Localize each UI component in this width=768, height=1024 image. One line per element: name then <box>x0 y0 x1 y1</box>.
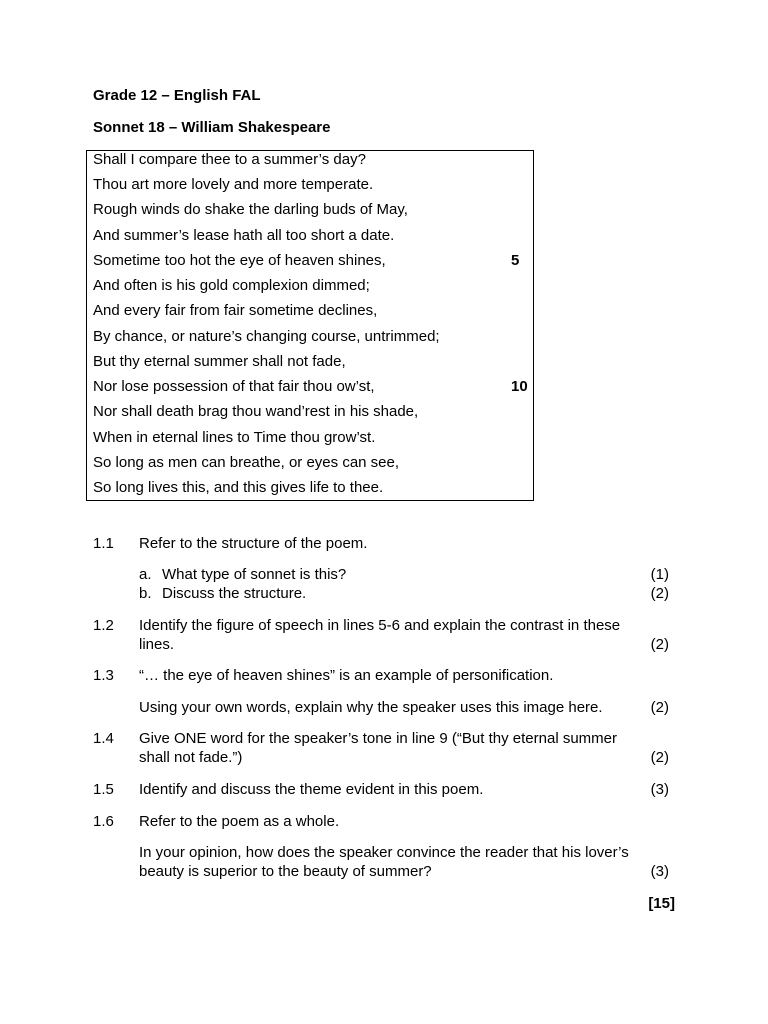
poem-line-14: So long lives this, and this gives life to thee. <box>93 479 384 496</box>
question-number: 1.4 <box>93 730 114 747</box>
question-number: 1.3 <box>93 667 114 684</box>
poem-line-7: And every fair from fair sometime declines, <box>93 302 378 319</box>
question-text: Identify and discuss the theme evident in this poem. <box>139 781 484 798</box>
poem-line-12: When in eternal lines to Time thou grow’st. <box>93 429 376 446</box>
poem-line-2: Thou art more lovely and more temperate. <box>93 176 374 193</box>
poem-line-3: Rough winds do shake the darling buds of May, <box>93 201 408 218</box>
line-number-5: 5 <box>511 252 520 269</box>
question-text: lines. <box>139 636 175 653</box>
poem-box <box>86 150 534 501</box>
question-mark: (2) <box>650 699 669 716</box>
subquestion-text: Discuss the structure. <box>162 585 307 602</box>
question-text: Refer to the structure of the poem. <box>139 535 368 552</box>
question-text: Refer to the poem as a whole. <box>139 813 340 830</box>
question-mark: (2) <box>650 749 669 766</box>
poem-line-11: Nor shall death brag thou wand’rest in his shade, <box>93 403 419 420</box>
question-number: 1.6 <box>93 813 114 830</box>
poem-line-5: Sometime too hot the eye of heaven shines, <box>93 252 386 269</box>
question-mark: (1) <box>650 566 669 583</box>
question-text: Give ONE word for the speaker’s tone in line 9 (“But thy eternal summer <box>139 730 617 747</box>
question-text: “… the eye of heaven shines” is an example of personification. <box>139 667 554 684</box>
question-mark: (2) <box>650 585 669 602</box>
question-text: In your opinion, how does the speaker convince the reader that his lover’s <box>139 844 629 861</box>
line-number-10: 10 <box>511 378 528 395</box>
question-number: 1.5 <box>93 781 114 798</box>
question-mark: (2) <box>650 636 669 653</box>
subquestion-letter: b. <box>139 585 152 602</box>
poem-line-4: And summer’s lease hath all too short a date. <box>93 227 395 244</box>
poem-line-13: So long as men can breathe, or eyes can see, <box>93 454 400 471</box>
question-number: 1.2 <box>93 617 114 634</box>
question-number: 1.1 <box>93 535 114 552</box>
poem-line-1: Shall I compare thee to a summer’s day? <box>93 151 366 168</box>
question-mark: (3) <box>650 863 669 880</box>
subquestion-text: What type of sonnet is this? <box>162 566 347 583</box>
poem-title: Sonnet 18 – William Shakespeare <box>93 119 331 136</box>
question-text: Identify the figure of speech in lines 5-6 and explain the contrast in these <box>139 617 621 634</box>
question-text: shall not fade.”) <box>139 749 243 766</box>
poem-line-6: And often is his gold complexion dimmed; <box>93 277 370 294</box>
poem-line-10: Nor lose possession of that fair thou ow’st, <box>93 378 375 395</box>
poem-line-9: But thy eternal summer shall not fade, <box>93 353 346 370</box>
subquestion-letter: a. <box>139 566 152 583</box>
question-mark: (3) <box>650 781 669 798</box>
document-grade-heading: Grade 12 – English FAL <box>93 87 261 104</box>
total-marks: [15] <box>648 895 675 912</box>
question-text: beauty is superior to the beauty of summer? <box>139 863 432 880</box>
question-text: Using your own words, explain why the speaker uses this image here. <box>139 699 603 716</box>
poem-line-8: By chance, or nature’s changing course, untrimmed; <box>93 328 440 345</box>
